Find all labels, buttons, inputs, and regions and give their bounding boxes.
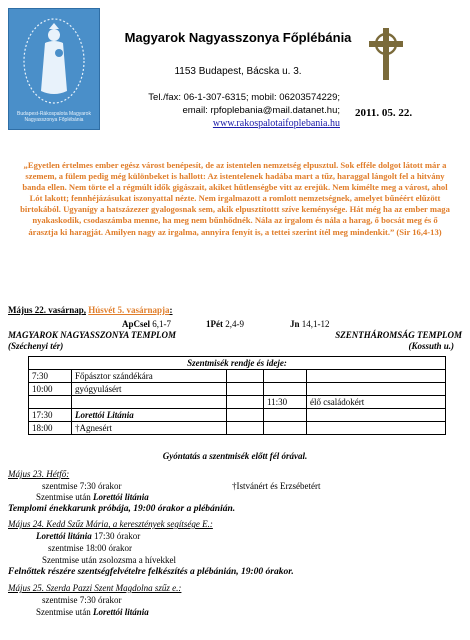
parish-logo: [8, 8, 100, 130]
tuesday-mass: szentmise 18:00 órakor: [48, 543, 132, 553]
mass-schedule-table: [28, 356, 446, 435]
logo-caption: Budapest-Rákospalota Magyarok Nagyasszonya Főplébánia: [17, 111, 91, 123]
issue-date: 2011. 05. 22.: [355, 107, 413, 119]
church-left: MAGYAROK NAGYASSZONYA TEMPLOM: [8, 330, 177, 340]
parish-title: Magyarok Nagyasszonya Főplébánia: [124, 30, 352, 45]
address: 1153 Budapest, Bácska u. 3.: [174, 66, 302, 77]
adult-catechesis-notice: Felnőttek részére szentségfelvételre felkészítés a plébánián, 19:00 órakor.: [8, 567, 294, 577]
wednesday-litany: Szentmise után Lorettói litánia: [36, 607, 149, 617]
email-line: email: rpfoplebania@mail.datanet.hu;: [182, 105, 340, 116]
choir-notice: Templomi énekkarunk próbája, 19:00 órakor a plébánián.: [8, 504, 236, 514]
church-right: SZENTHÁROMSÁG TEMPLOM: [335, 330, 462, 340]
table-row: 17:30 Lorettói Litánia: [29, 409, 446, 422]
sunday-heading: Május 22. vasárnap, Húsvét 5. vasárnapja:: [8, 305, 173, 315]
monday-mass: szentmise 7:30 órakor: [42, 481, 122, 491]
sunday-feast: Húsvét 5. vasárnapja: [88, 305, 170, 315]
table-row: 10:00 gyógyulásért: [29, 383, 446, 396]
tuesday-office: Szentmise után zsolozsma a hívekkel: [42, 555, 176, 565]
mass-table-heading: Szentmisék rendje és ideje:: [29, 357, 446, 370]
church-left-location: (Széchenyi tér): [8, 341, 64, 351]
tuesday-litany: Lorettói litánia 17:30 órakor: [36, 531, 141, 541]
confession-note: Gyóntatás a szentmisék előtt fél órával.: [162, 451, 308, 461]
wednesday-mass: szentmise 7:30 órakor: [42, 595, 122, 605]
contact-block: [100, 91, 340, 130]
table-row: 7:30 Főpásztor szándékára: [29, 370, 446, 383]
church-right-location: (Kossuth u.): [408, 341, 454, 351]
celtic-cross-icon: [362, 26, 410, 82]
reading-2: 1Pét 2,4-9: [206, 319, 244, 329]
monday-heading: Május 23. Hétfő:: [8, 469, 70, 479]
table-row: 18:00 †Agnesért: [29, 422, 446, 435]
monday-intention: †Istvánért és Erzsébetért: [232, 481, 321, 491]
scripture-quote: „Egyetlen értelmes ember egész várost benépesít, de az istentelen nemzetség elpusztul. Sok efféle dolgot látott már a szemem, a fülem pedig még különbeket is hallott: Az istentelenek hadába mart a tűz, haraggal lángolt fel a hitvány banda ellen. Nem törte el a régmúlt idők gigászait, akiket hűtlenségbe vitt az erejük. Nem kímélte meg a várost, ahol Lót lakott; fennhéjázásukat iszonyattal nézte. Nem irgalmazott a romlott nemzetségnek, amelyet bűnéért elűzött birtokából. Ugyanígy a hatszázezer gyalogosnak sem, akik elpusztítottt szíve keménysége. Hát még ha az ember maga nyakaskodik, csodaszámba menne, ha meg nem bűnhődnék. Nála az irgalom és nála a harag, ő bocsát meg és ő árasztja ki haragját. Amilyen nagy az irgalma, annyira fenyít is, a tettei szerint ítél meg mindenkit.” (Sir 16,4-13): [20, 160, 450, 237]
wednesday-heading: Május 25. Szerda Pazzi Szent Magdolna szűz e.:: [8, 583, 182, 593]
phone-line: Tel./fax: 06-1-307-6315; mobil: 06203574229;: [148, 92, 340, 103]
tuesday-heading: Május 24. Kedd Szűz Mária, a keresztények segítsége E.:: [8, 519, 213, 529]
monday-litany: Szentmise után Lorettói litánia: [36, 492, 149, 502]
table-row: 11:30 élő családokért: [29, 396, 446, 409]
sunday-date: Május 22. vasárnap,: [8, 305, 87, 315]
church-names: [8, 330, 462, 354]
reading-1: ApCsel 6,1-7: [122, 319, 172, 329]
website-link[interactable]: www.rakospalotaifoplebania.hu: [212, 118, 340, 129]
table-header-row: [29, 357, 446, 370]
reading-3: Jn 14,1-12: [290, 319, 330, 329]
